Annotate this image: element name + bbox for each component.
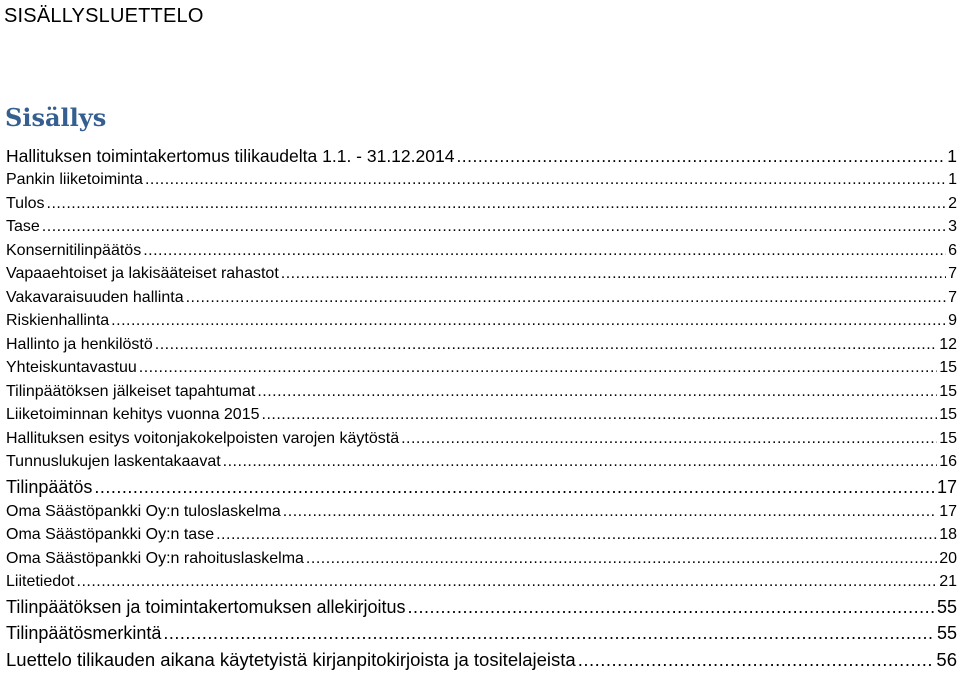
toc-entry-title[interactable]: Tilinpäätösmerkintä bbox=[6, 622, 162, 643]
page-header: SISÄLLYSLUETTELO bbox=[4, 5, 204, 27]
toc-entry-title[interactable]: Hallituksen esitys voitonjakokelpoisten varojen käytöstä bbox=[6, 429, 400, 447]
toc-entry-page-number[interactable]: 9 bbox=[948, 312, 957, 329]
toc-entry[interactable] bbox=[6, 215, 957, 239]
toc-entry-page-number[interactable]: 17 bbox=[936, 476, 957, 497]
toc-entry[interactable] bbox=[6, 594, 957, 620]
toc-entry-title[interactable]: Tunnuslukujen laskentakaavat bbox=[6, 453, 221, 470]
toc-entry[interactable] bbox=[6, 262, 957, 286]
toc-entry-page-number[interactable]: 15 bbox=[939, 359, 957, 376]
toc-entry[interactable] bbox=[6, 144, 957, 168]
toc-entry-title[interactable]: Tilinpäätöksen ja toimintakertomuksen allekirjoitus bbox=[6, 596, 406, 617]
toc-entry[interactable] bbox=[6, 620, 957, 646]
toc-entry-title[interactable]: Tilinpäätöksen jälkeiset tapahtumat bbox=[6, 382, 256, 400]
toc-entry-page-number[interactable]: 20 bbox=[939, 549, 957, 567]
toc-entry[interactable] bbox=[6, 380, 957, 404]
dot-leader bbox=[216, 523, 937, 547]
toc-entry-title[interactable]: Vapaaehtoiset ja lakisääteiset rahastot bbox=[6, 265, 279, 282]
toc-entry[interactable] bbox=[6, 523, 957, 547]
dot-leader bbox=[257, 380, 937, 404]
dot-leader bbox=[47, 192, 947, 216]
toc-entry-page-number[interactable]: 6 bbox=[948, 241, 957, 259]
toc-entry[interactable] bbox=[6, 403, 957, 427]
toc-entry[interactable] bbox=[6, 333, 957, 357]
toc-entry-title[interactable]: Liiketoiminnan kehitys vuonna 2015 bbox=[6, 406, 260, 423]
toc-entry-title[interactable]: Hallituksen toimintakertomus tilikaudelta 1.1. - 31.12.2014 bbox=[6, 146, 455, 166]
dot-leader bbox=[155, 333, 937, 357]
toc-entry[interactable] bbox=[6, 474, 957, 500]
dot-leader bbox=[139, 356, 937, 380]
toc-entry-title[interactable]: Tase bbox=[6, 218, 40, 235]
toc-entry[interactable] bbox=[6, 450, 957, 474]
toc-entry[interactable] bbox=[6, 547, 957, 571]
toc-entry-page-number[interactable]: 56 bbox=[936, 648, 957, 670]
toc-entry[interactable] bbox=[6, 500, 957, 524]
toc-entry-page-number[interactable]: 1 bbox=[948, 171, 957, 188]
toc-entry-page-number[interactable]: 15 bbox=[939, 406, 957, 423]
dot-leader bbox=[262, 403, 938, 427]
dot-leader bbox=[163, 620, 935, 646]
toc-entry-page-number[interactable]: 7 bbox=[948, 288, 957, 306]
toc-entry-title[interactable]: Yhteiskuntavastuu bbox=[6, 359, 137, 376]
toc-entry-title[interactable]: Hallinto ja henkilöstö bbox=[6, 335, 153, 353]
dot-leader bbox=[456, 144, 945, 168]
dot-leader bbox=[306, 547, 937, 571]
toc-entry-page-number[interactable]: 2 bbox=[948, 194, 957, 212]
toc-entry[interactable] bbox=[6, 286, 957, 310]
toc-heading: Sisällys bbox=[5, 103, 107, 132]
toc-entry[interactable] bbox=[6, 239, 957, 263]
toc-entry-page-number[interactable]: 21 bbox=[939, 573, 957, 590]
toc-entry-page-number[interactable]: 15 bbox=[939, 429, 957, 447]
dot-leader bbox=[145, 168, 946, 192]
toc-entry-page-number[interactable]: 18 bbox=[939, 526, 957, 543]
toc-entry-title[interactable]: Konsernitilinpäätös bbox=[6, 241, 142, 259]
toc-entry-title[interactable]: Oma Säästöpankki Oy:n rahoituslaskelma bbox=[6, 549, 304, 567]
toc-entry-page-number[interactable]: 55 bbox=[936, 622, 957, 643]
table-of-contents bbox=[6, 144, 957, 674]
toc-entry[interactable] bbox=[6, 646, 957, 674]
toc-entry[interactable] bbox=[6, 309, 957, 333]
dot-leader bbox=[186, 286, 946, 310]
toc-entry-page-number[interactable]: 7 bbox=[948, 265, 957, 282]
toc-entry-title[interactable]: Pankin liiketoiminta bbox=[6, 171, 143, 188]
dot-leader bbox=[94, 474, 935, 500]
dot-leader bbox=[42, 215, 946, 239]
dot-leader bbox=[408, 594, 935, 620]
dot-leader bbox=[77, 570, 938, 594]
toc-entry-page-number[interactable]: 16 bbox=[939, 453, 957, 470]
toc-entry-page-number[interactable]: 17 bbox=[939, 502, 957, 520]
dot-leader bbox=[401, 427, 937, 451]
toc-entry-title[interactable]: Tilinpäätös bbox=[6, 476, 93, 497]
toc-entry[interactable] bbox=[6, 192, 957, 216]
toc-entry-title[interactable]: Oma Säästöpankki Oy:n tuloslaskelma bbox=[6, 502, 281, 520]
dot-leader bbox=[578, 646, 935, 674]
dot-leader bbox=[283, 500, 937, 524]
toc-entry[interactable] bbox=[6, 427, 957, 451]
dot-leader bbox=[281, 262, 946, 286]
toc-entry-title[interactable]: Tulos bbox=[6, 194, 45, 212]
dot-leader bbox=[111, 309, 946, 333]
dot-leader bbox=[143, 239, 946, 263]
toc-entry-title[interactable]: Vakavaraisuuden hallinta bbox=[6, 288, 184, 306]
toc-entry-page-number[interactable]: 55 bbox=[936, 596, 957, 617]
toc-entry-title[interactable]: Oma Säästöpankki Oy:n tase bbox=[6, 526, 215, 543]
toc-entry-page-number[interactable]: 15 bbox=[939, 382, 957, 400]
toc-entry-page-number[interactable]: 3 bbox=[948, 218, 957, 235]
toc-entry-page-number[interactable]: 12 bbox=[939, 335, 957, 353]
toc-entry-title[interactable]: Liitetiedot bbox=[6, 573, 75, 590]
toc-entry[interactable] bbox=[6, 168, 957, 192]
toc-entry[interactable] bbox=[6, 570, 957, 594]
toc-entry-title[interactable]: Riskienhallinta bbox=[6, 312, 110, 329]
toc-entry[interactable] bbox=[6, 356, 957, 380]
dot-leader bbox=[223, 450, 938, 474]
toc-entry-title[interactable]: Luettelo tilikauden aikana käytetyistä kirjanpitokirjoista ja tositelajeista bbox=[6, 648, 576, 670]
toc-entry-page-number[interactable]: 1 bbox=[947, 146, 957, 166]
